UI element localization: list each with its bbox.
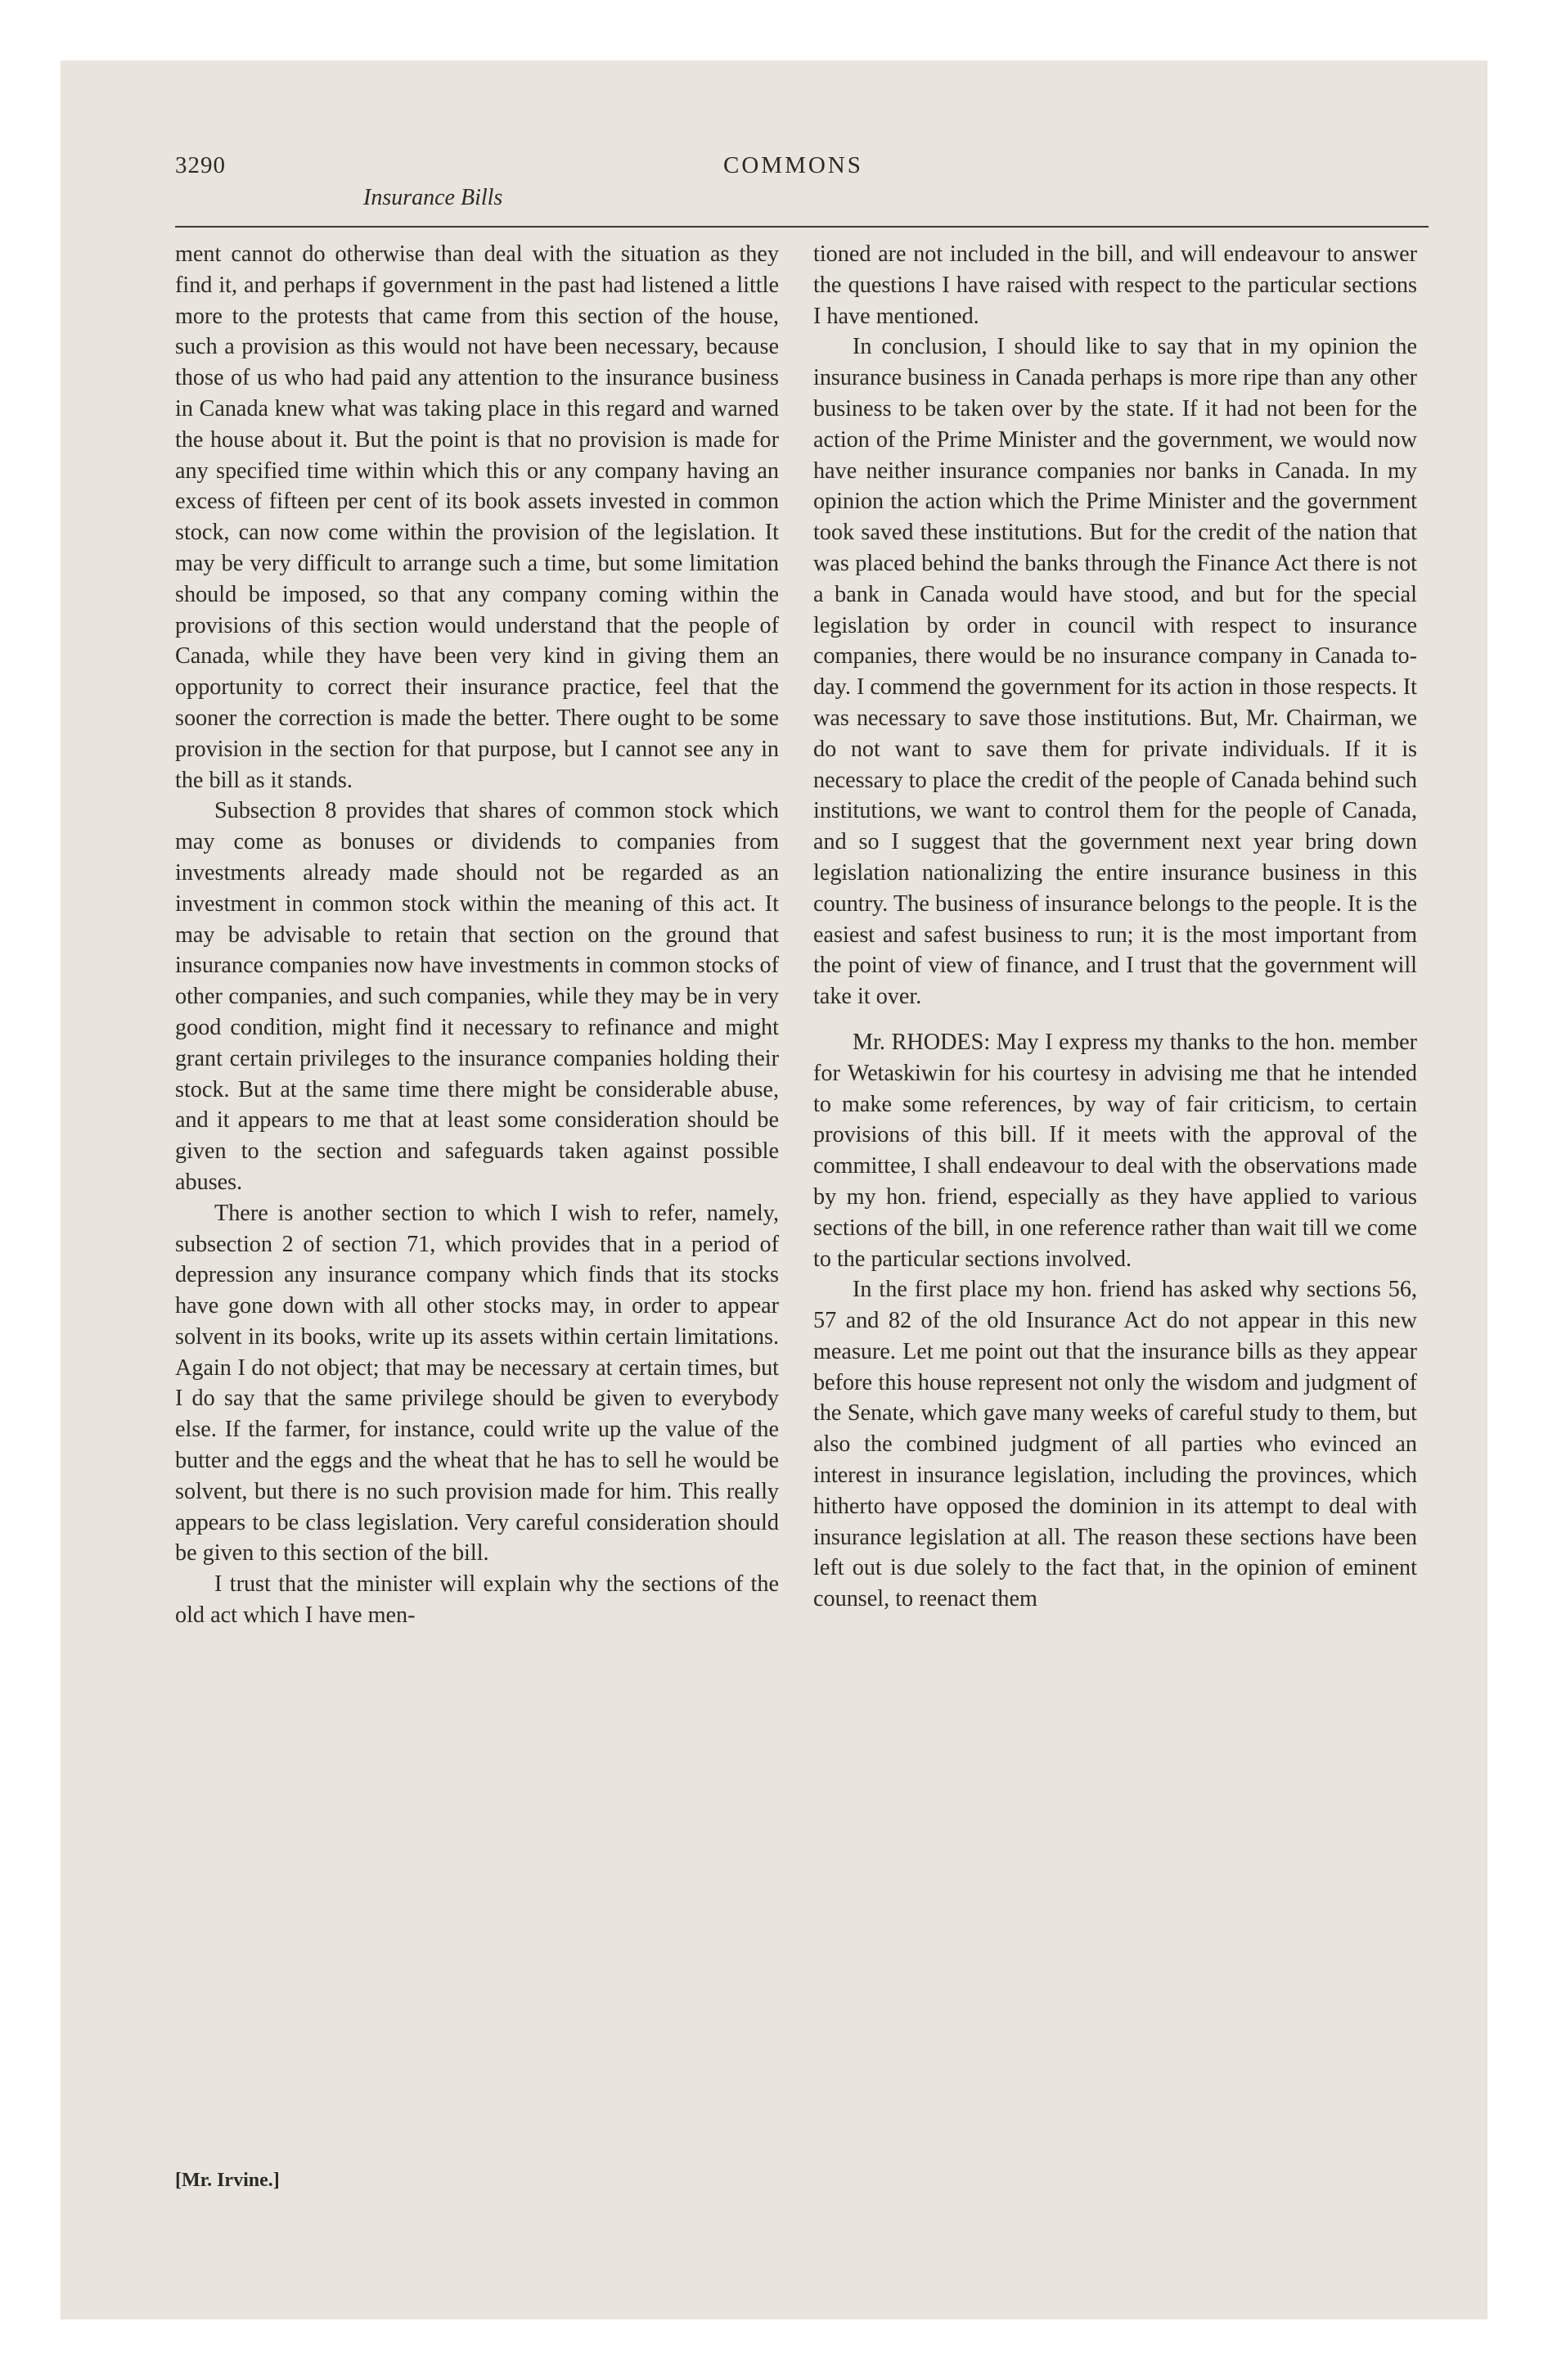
paragraph: In conclusion, I should like to say that in my opinion the insurance business in Canada perhaps is more ripe than any other business to be taken over by the state. If it had not been for the action of the Prime Minister and the government, we would now have neither insurance companies nor banks in Canada. In my opinion the action which the Prime Minister and the government took saved these institutions. But for the credit of the nation that was placed behind the banks through the Finance Act there is not a bank in Canada would have stood, and but for the special legislation by order in council with respect to insurance companies, there would be no insurance company in Canada to-day. I commend the government for its action in those respects. It was necessary to save those institutions. But, Mr. Chairman, we do not want to save them for private individuals. If it is necessary to place the credit of the people of Canada behind such institutions, we want to control them for the people of Canada, and so I suggest that the government next year bring down legislation nationalizing the entire insurance business in this country. The business of insurance belongs to the people. It is the easiest and safest business to run; it is the most important from the point of view of finance, and I trust that the government will take it over. — [813, 334, 1417, 1010]
running-title: COMMONS — [723, 152, 863, 178]
section-title: Insurance Bills — [363, 185, 503, 210]
paragraph: ment cannot do otherwise than deal with the situation as they find it, and perhaps if government in the past had listened a little more to the protests that came from this section of the house, such a provision as this would not have been necessary, because those of us who had paid any attention to the insurance business in Canada knew what was taking place in this regard and warned the house about it. But the point is that no provision is made for any specified time within which this or any company having an excess of fifteen per cent of its book assets invested in common stock, can now come within the provision of the legislation. It may be very difficult to arrange such a time, but some limitation should be imposed, so that any company coming within the provisions of this section would understand that the people of Canada, while they have been very kind in giving them an opportunity to correct their insurance practice, feel that the sooner the correction is made the better. There ought to be some provision in the section for that purpose, but I cannot see any in the bill as it stands. — [175, 241, 779, 793]
paragraph: tioned are not included in the bill, and will endeavour to answer the questions I have raised with respect to the particular sections I have mentioned. — [813, 241, 1417, 329]
page-number: 3290 — [175, 152, 226, 178]
paragraph: Subsection 8 provides that shares of common stock which may come as bonuses or dividends to companies from investments already made should not be regarded as an investment in common stock within the meaning of this act. It may be advisable to retain that section on the ground that insurance companies now have investments in common stocks of other companies, and such companies, while they may be in very good condition, might find it necessary to refinance and might grant certain privileges to the insurance companies holding their stock. But at the same time there might be considerable abuse, and it appears to me that at least some consideration should be given to the section and safeguards taken against possible abuses. — [175, 798, 779, 1195]
paragraph: There is another section to which I wish to refer, namely, subsection 2 of section 71, which provides that in a period of depression any insurance company which finds that its stocks have gone down with all other stocks may, in order to appear solvent in its books, write up its assets within certain limitations. Again I do not object; that may be necessary at certain times, but I do say that the same privilege should be given to everybody else. If the farmer, for instance, could write up the value of the butter and the eggs and the wheat that he has to sell he would be solvent, but there is no such provision made for him. This really appears to be class legislation. Very careful consideration should be given to this section of the bill. — [175, 1200, 779, 1566]
header-rule — [175, 226, 1429, 228]
speaker-footer-note: [Mr. Irvine.] — [175, 2170, 280, 2191]
hansard-page — [175, 0, 1429, 2380]
paragraph: In the first place my hon. friend has asked why sections 56, 57 and 82 of the old Insurance Act do not appear in this new measure. Let me point out that the insurance bills as they appear before this house represent not only the wisdom and judgment of the Senate, which gave many weeks of careful study to them, but also the combined judgment of all parties who evinced an interest in insurance legislation, including the provinces, which hitherto have opposed the dominion in its attempt to deal with insurance legislation at all. The reason these sections have been left out is due solely to the fact that, in the opinion of eminent counsel, to reenact them — [813, 1277, 1417, 1612]
right-column — [813, 239, 1417, 1615]
left-column — [175, 239, 779, 1631]
speech-paragraph: Mr. RHODES: May I express my thanks to the hon. member for Wetaskiwin for his courtesy in advising me that he intended to make some references, by way of fair criticism, to certain provisions of this bill. If it meets with the approval of the committee, I shall endeavour to deal with the observations made by my hon. friend, especially as they have applied to various sections of the bill, in one reference rather than wait till we come to the particular sections involved. — [813, 1029, 1417, 1272]
paragraph: I trust that the minister will explain why the sections of the old act which I have men- — [175, 1571, 779, 1629]
